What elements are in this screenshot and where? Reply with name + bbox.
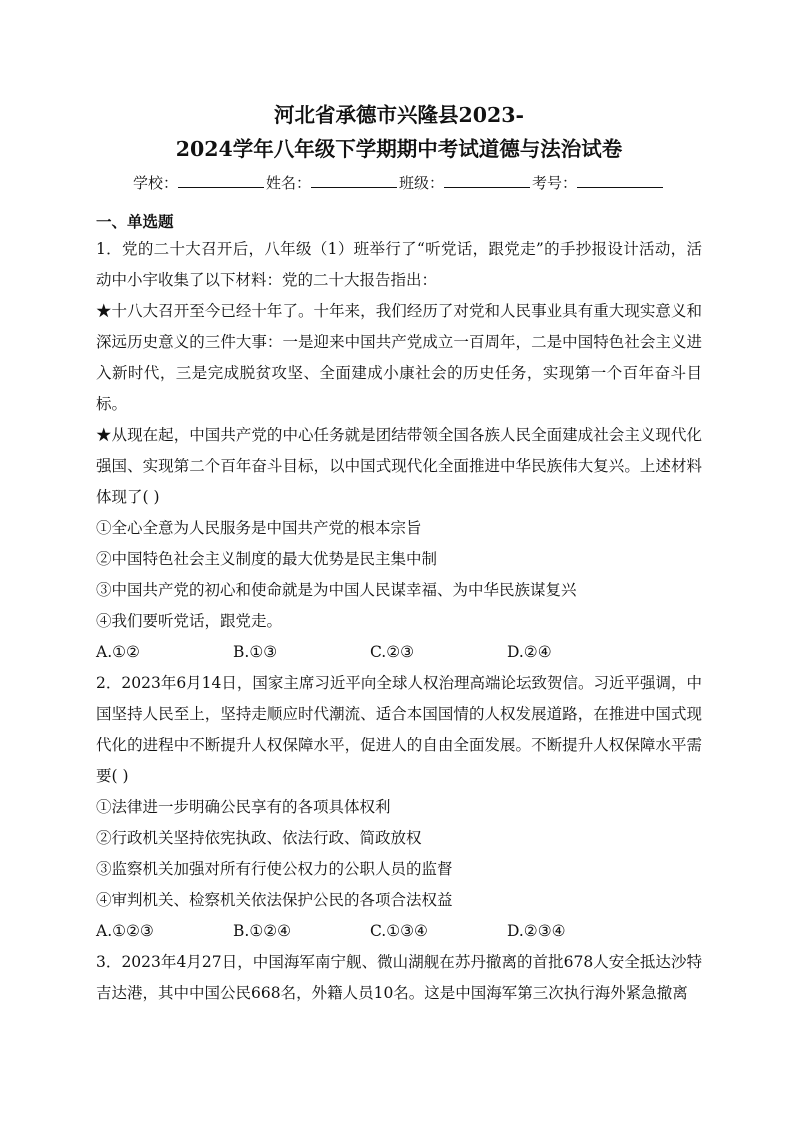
- school-blank: [178, 171, 264, 188]
- question-stem: 1．党的二十大召开后，八年级（1）班举行了“听党话，跟党走”的手抄报设计活动，活动中小宇收集了以下材料：党的二十大报告指出：: [96, 240, 702, 289]
- choice-d: D.②④: [507, 643, 552, 661]
- material-paragraph: ★十八大召开至今已经十年了。十年来，我们经历了对党和人民事业具有重大现实意义和深远历史意义的三件大事：一是迎来中国共产党成立一百周年，二是中国特色社会主义进入新时代，三是完成脱贫攻坚、全面建成小康社会的历史任务，实现第一个百年奋斗目标。: [96, 302, 702, 413]
- statement: ②行政机关坚持依宪执政、依法行政、简政放权: [96, 829, 422, 847]
- school-label: 学校：: [132, 174, 178, 192]
- statement: ②中国特色社会主义制度的最大优势是民主集中制: [96, 550, 438, 568]
- answer-choices: [96, 637, 702, 668]
- class-field: [399, 170, 532, 196]
- school-field: [133, 170, 266, 196]
- choice-b: B.①②④: [233, 922, 292, 940]
- section-heading: 一、单选题: [96, 212, 174, 231]
- choice-c: C.①③④: [370, 922, 428, 940]
- statement: ④审判机关、检察机关依法保护公民的各项合法权益: [96, 891, 453, 909]
- class-blank: [444, 171, 530, 188]
- title-line-1: 河北省承德市兴隆县2023-: [273, 103, 525, 127]
- statement: ①法律进一步明确公民享有的各项具体权利: [96, 798, 391, 816]
- statement: ③监察机关加强对所有行使公权力的公职人员的监督: [96, 860, 453, 878]
- exam-title: [96, 98, 702, 166]
- choice-a: A.①②③: [96, 922, 154, 940]
- question-stem: 2．2023年6月14日，国家主席习近平向全球人权治理高端论坛致贺信。习近平强调，中国坚持人民至上，坚持走顺应时代潮流、适合本国国情的人权发展道路，在推进中国式现代化的进程中不断提升人权保障水平，促进人的自由全面发展。不断提升人权保障水平需要( ): [96, 674, 702, 785]
- title-line-2: 2024学年八年级下学期期中考试道德与法治试卷: [175, 137, 623, 161]
- number-label: 考号：: [532, 174, 578, 192]
- choice-b: B.①③: [233, 643, 278, 661]
- question-2: [96, 668, 702, 947]
- number-field: [532, 170, 665, 196]
- choice-c: C.②③: [370, 643, 415, 661]
- question-1: [96, 234, 702, 668]
- statement: ③中国共产党的初心和使命就是为中国人民谋幸福、为中华民族谋复兴: [96, 581, 577, 599]
- choice-d: D.②③④: [507, 922, 566, 940]
- student-info-row: [96, 170, 702, 196]
- question-3: [96, 947, 702, 1009]
- name-field: [266, 170, 399, 196]
- name-blank: [311, 171, 397, 188]
- statement: ④我们要听党话，跟党走。: [96, 612, 283, 630]
- number-blank: [577, 171, 663, 188]
- statement: ①全心全意为人民服务是中国共产党的根本宗旨: [96, 519, 422, 537]
- name-label: 姓名：: [265, 174, 311, 192]
- question-stem: 3．2023年4月27日，中国海军南宁舰、微山湖舰在苏丹撤离的首批678人安全抵达沙特吉达港，其中中国公民668名，外籍人员10名。这是中国海军第三次执行海外紧急撤离: [96, 953, 702, 1002]
- class-label: 班级：: [399, 174, 445, 192]
- choice-a: A.①②: [96, 643, 140, 661]
- material-paragraph: ★从现在起，中国共产党的中心任务就是团结带领全国各族人民全面建成社会主义现代化强国、实现第二个百年奋斗目标，以中国式现代化全面推进中华民族伟大复兴。上述材料体现了( ): [96, 426, 702, 506]
- answer-choices: [96, 916, 702, 947]
